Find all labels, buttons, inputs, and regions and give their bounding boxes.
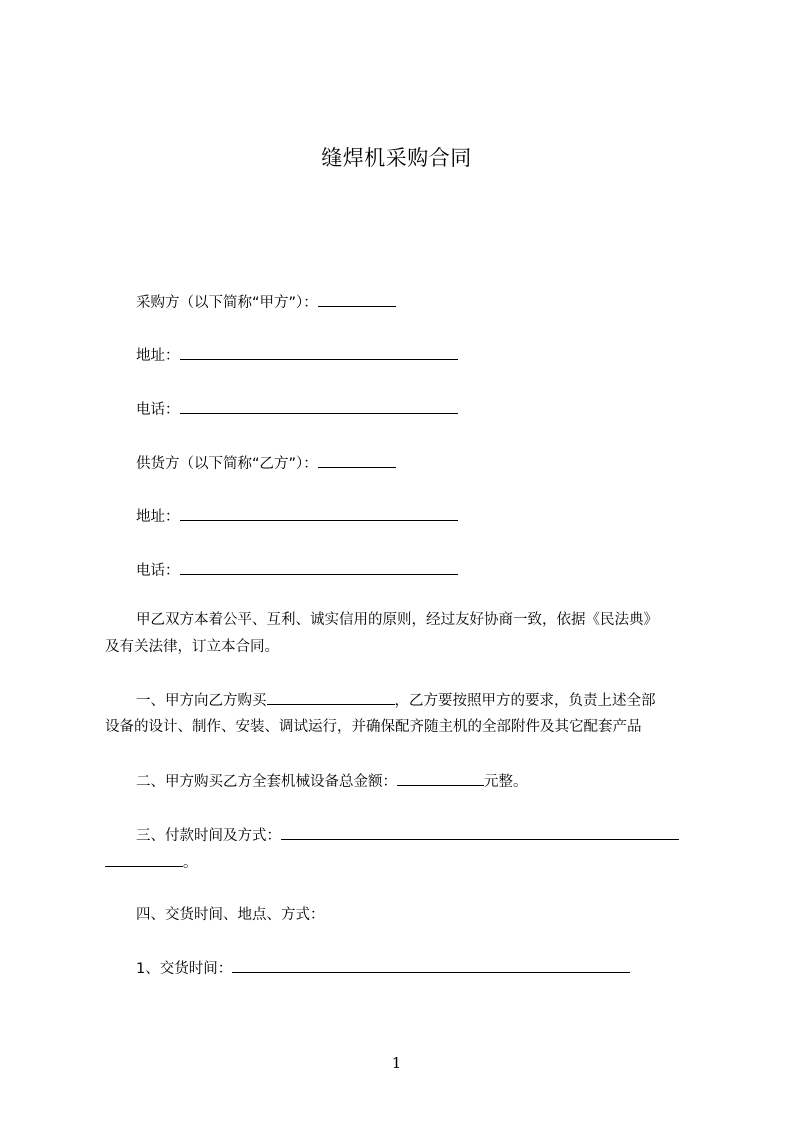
supplier-phone-line xyxy=(136,560,458,581)
supplier-phone-label: 电话： xyxy=(136,563,180,579)
buyer-line xyxy=(136,292,396,313)
buyer-address-blank[interactable] xyxy=(180,345,458,360)
buyer-address-line xyxy=(136,345,458,366)
clause-1-product-blank[interactable] xyxy=(267,690,395,705)
clause-3-line-1 xyxy=(136,825,679,846)
clause-3-payment-blank-continued[interactable] xyxy=(105,852,183,867)
clause-3-prefix: 三、付款时间及方式： xyxy=(136,828,281,844)
supplier-label: 供货方（以下简称“乙方”）： xyxy=(136,456,318,472)
supplier-address-line xyxy=(136,506,458,527)
intro-line-1: 甲乙双方本着公平、互利、诚实信用的原则，经过友好协商一致，依据《民法典》 xyxy=(136,612,658,628)
supplier-name-blank[interactable] xyxy=(318,453,396,468)
delivery-time-blank[interactable] xyxy=(232,958,630,973)
buyer-phone-blank[interactable] xyxy=(180,399,458,414)
delivery-time-line xyxy=(136,958,630,979)
clause-2-amount-blank[interactable] xyxy=(397,771,484,786)
delivery-time-label: 1、交货时间： xyxy=(136,961,233,977)
clause-4-heading: 四、交货时间、地点、方式： xyxy=(136,907,325,923)
buyer-name-blank[interactable] xyxy=(318,292,396,307)
clause-1-suffix: ，乙方要按照甲方的要求，负责上述全部 xyxy=(394,693,656,709)
clause-1-line-1 xyxy=(136,690,656,711)
clause-2-prefix: 二、甲方购买乙方全套机械设备总金额： xyxy=(136,774,397,790)
supplier-address-label: 地址： xyxy=(136,509,180,525)
supplier-line xyxy=(136,453,396,474)
clause-1-line-2: 设备的设计、制作、安装、调试运行，并确保配齐随主机的全部附件及其它配套产品 xyxy=(105,719,642,735)
supplier-address-blank[interactable] xyxy=(180,506,458,521)
clause-1-prefix: 一、甲方向乙方购买 xyxy=(136,693,267,709)
intro-line-2: 及有关法律，订立本合同。 xyxy=(105,639,279,655)
buyer-label: 采购方（以下简称“甲方”）： xyxy=(136,295,318,311)
clause-3-payment-blank[interactable] xyxy=(281,825,679,840)
buyer-phone-line xyxy=(136,399,458,420)
clause-3-end: 。 xyxy=(183,855,198,871)
buyer-phone-label: 电话： xyxy=(136,402,180,418)
buyer-address-label: 地址： xyxy=(136,348,180,364)
supplier-phone-blank[interactable] xyxy=(180,560,458,575)
document-title: 缝焊机采购合同 xyxy=(321,146,472,170)
page-number: 1 xyxy=(391,1054,402,1072)
clause-3-line-2 xyxy=(105,852,198,873)
clause-2-line xyxy=(136,771,528,792)
clause-2-suffix: 元整。 xyxy=(484,774,528,790)
